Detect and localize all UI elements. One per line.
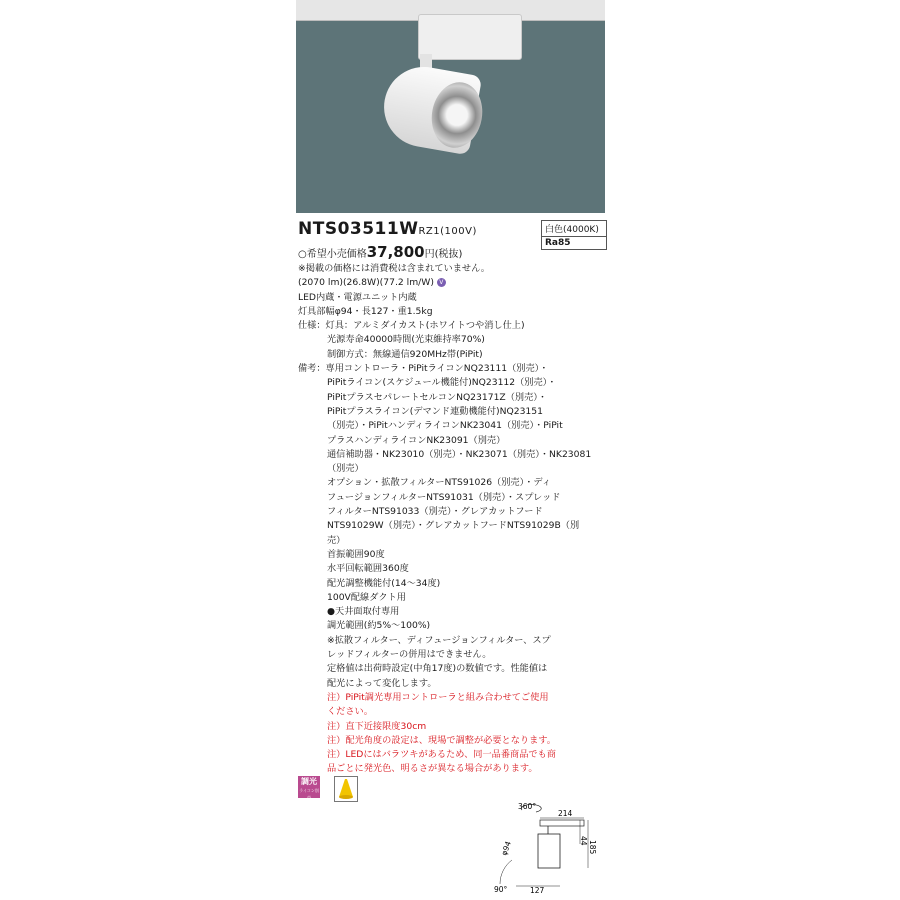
dimming-badge-sub: ライコン別売 — [299, 788, 319, 800]
spec-line: PiPitプラスライコン(デマンド連動機能付)NQ23151 — [327, 405, 543, 417]
dim-length: 127 — [530, 886, 545, 895]
spec-line: レッドフィルターの併用はできません。 — [327, 649, 492, 661]
spec-line: 配光調整機能付(14～34度) — [327, 577, 441, 589]
model-main: NTS03511W — [298, 219, 419, 239]
spec-line: 調光範囲(約5%～100%) — [327, 620, 431, 632]
spec-line: （別売） — [327, 463, 364, 475]
spec-line: 制御方式：無線通信920MHz帯(PiPit) — [327, 348, 483, 360]
dim-width: 214 — [558, 809, 573, 818]
dimension-drawing — [492, 800, 604, 896]
dimming-badge — [298, 776, 320, 798]
spec-line: 売） — [327, 534, 346, 546]
adapter-outline — [540, 820, 584, 826]
ra-value: Ra85 — [542, 236, 606, 249]
spec-line: プラスハンディライコンNK23091（別売） — [327, 434, 506, 446]
note-line: 品ごとに発光色、明るさが異なる場合があります。 — [327, 763, 538, 775]
price-prefix: ○希望小売価格 — [298, 249, 367, 260]
price-unit: 円(税抜) — [424, 249, 463, 260]
dim-diameter: φ94 — [499, 839, 513, 857]
note-line: 注）PiPit調光専用コントローラと組み合わせてご使用 — [327, 691, 549, 703]
spec-box — [541, 220, 607, 250]
dimming-badge-label: 調光 — [301, 777, 317, 786]
spec-text — [298, 262, 591, 777]
spec-line: フュージョンフィルターNTS91031（別売）・スプレッド — [327, 491, 561, 503]
spotlight-beam-icon — [335, 777, 357, 801]
tilt-arc — [500, 860, 512, 884]
spec-line: 水平回転範囲360度 — [327, 563, 409, 575]
voltage: (100V) — [440, 226, 477, 237]
spec-line: 仕様：灯具：アルミダイカスト(ホワイトつや消し仕上) — [298, 320, 525, 332]
spec-line: NTS91029W（別売）・グレアカットフードNTS91029B（別 — [327, 520, 580, 532]
model-number — [298, 219, 477, 239]
spec-line: 配光によって変化します。 — [327, 677, 437, 689]
note-line: 注）直下近接限度30cm — [327, 720, 427, 732]
spec-line: PiPitプラスセパレートセルコンNQ23171Z（別売）・ — [327, 391, 548, 403]
rail-adapter — [418, 14, 522, 60]
model-suffix: RZ1 — [418, 226, 441, 237]
color-temp: 白色(4000K) — [545, 225, 599, 235]
head-outline — [538, 834, 560, 868]
spec-line: ※拡散フィルター、ディフュージョンフィルター、スプ — [327, 634, 551, 646]
spec-line: 100V配線ダクト用 — [327, 591, 406, 603]
dim-height-total: 185 — [588, 840, 597, 855]
spec-line: 首振範囲90度 — [327, 548, 385, 560]
spec-line: 灯具部幅φ94・長127・重1.5kg — [298, 305, 433, 317]
dim-rotation: 360° — [518, 802, 537, 811]
spec-line: 定格値は出荷時設定(中角17度)の数値です。性能値は — [327, 663, 548, 675]
price-value: 37,800 — [366, 243, 425, 261]
note-line: 注）LEDにはバラツキがあるため、同一品番商品でも商 — [327, 749, 556, 761]
spec-line: 備考：専用コントローラ・PiPitライコンNQ23111（別売）・ — [298, 363, 549, 375]
spec-line: オプション・拡散フィルターNTS91026（別売）・ディ — [327, 477, 552, 489]
dim-tilt: 90° — [494, 885, 508, 894]
spec-line: 通信補助器・NK23010（別売）・NK23071（別売）・NK23081 — [327, 448, 592, 460]
dim-height-small: 44 — [579, 836, 588, 846]
v-mark-icon: V — [437, 278, 446, 287]
spec-line: （別売）・PiPitハンディライコンNK23041（別売）・PiPit — [327, 420, 563, 432]
product-photo — [296, 0, 605, 213]
spec-line: LED内蔵・電源ユニット内蔵 — [298, 291, 417, 303]
spec-line: フィルターNTS91033（別売）・グレアカットフード — [327, 506, 543, 518]
spec-line: PiPitライコン(スケジュール機能付)NQ23112（別売）・ — [327, 377, 557, 389]
price-line — [298, 243, 462, 261]
beam-angle-icon — [334, 776, 358, 802]
spec-line: ●天井面取付専用 — [327, 606, 400, 618]
note-line: ください。 — [327, 706, 373, 718]
spec-line-lumen: (2070 lm)(26.8W)(77.2 lm/W) V — [298, 276, 591, 290]
note-line: 注）配光角度の設定は、現場で調整が必要となります。 — [327, 734, 556, 746]
spec-line: 光源寿命40000時間(光束維持率70%) — [327, 334, 485, 346]
spec-line: ※掲載の価格には消費税は含まれていません。 — [298, 263, 490, 274]
